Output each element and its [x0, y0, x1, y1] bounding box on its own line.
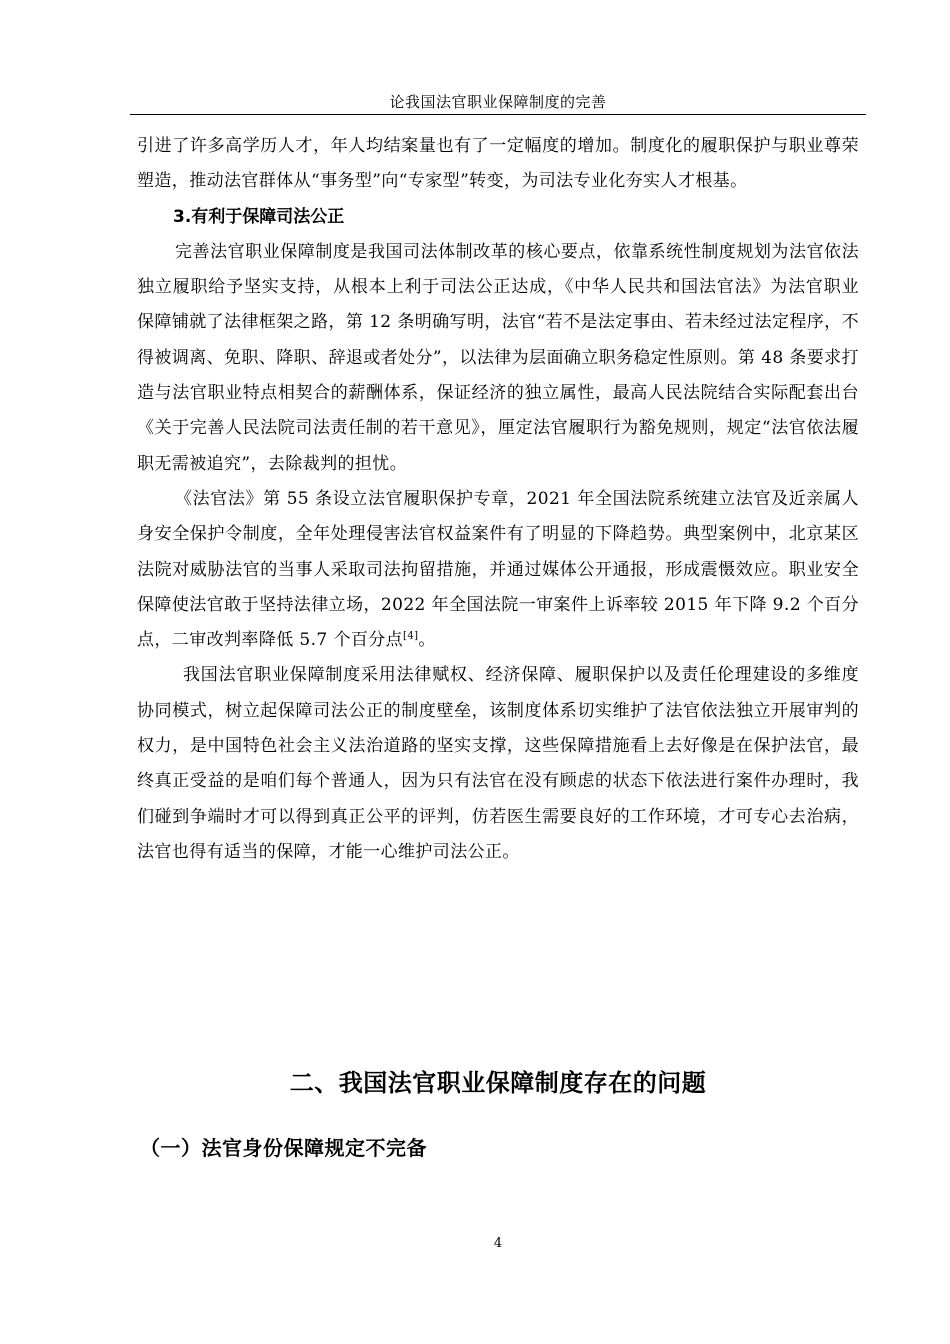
subheading-judicial-fairness: 3.有利于保障司法公正: [173, 206, 345, 227]
subsection-title: （一）法官身份保障规定不完备: [140, 1136, 427, 1160]
citation-marker[interactable]: [4]: [403, 630, 419, 642]
paragraph-conclusion: 我国法官职业保障制度采用法律赋权、经济保障、履职保护以及责任伦理建设的多维度协同模式，树立起保障司法公正的制度壁垒，该制度体系切实维护了法官依法独立开展审判的权力，是中国特色社会主义法治道路的坚实支撑，这些保障措施看上去好像是在保护法官，最终真正受益的是咱们每个普通人，因为只有法官在没有顾虑的状态下依法进行案件办理时，我们碰到争端时才可以得到真正公平的评判，仿若医生需要良好的工作环境，才可专心去治病，法官也得有适当的保障，才能一心维护司法公正。: [137, 665, 859, 862]
paragraph-talent: 引进了许多高学历人才，年人均结案量也有了一定幅度的增加。制度化的履职保护与职业尊荣塑造，推动法官群体从“事务型”向“专家型”转变，为司法专业化夯实人才根基。: [137, 136, 859, 192]
paragraph-legal-framework: 完善法官职业保障制度是我国司法体制改革的核心要点，依靠系统性制度规划为法官依法独立履职给予坚实支持，从根本上利于司法公正达成，《中华人民共和国法官法》为法官职业保障铺就了法律框架之路，第 12 条明确写明，法官“若不是法定事由、若未经过法定程序，不得被调离、免职、降职、辞退或者处分”，以法律为层面确立职务稳定性原则。第 48 条要求打造与法官职业特点相契合的薪酬体系，保证经济的独立属性，最高人民法院结合实际配套出台《关于完善人民法院司法责任制的若干意见》，厘定法官履职行为豁免规则，规定“法官依法履职无需被追究”，去除裁判的担忧。: [137, 241, 859, 474]
header-divider: [130, 114, 866, 115]
paragraph-end-mark: 。: [418, 630, 436, 651]
body-text: [137, 129, 859, 870]
running-header-title: 论我国法官职业保障制度的完善: [389, 93, 607, 111]
page-number: 4: [493, 1236, 503, 1251]
paragraph-protection-text: 《法官法》第 55 条设立法官履职保护专章，2021 年全国法院系统建立法官及近亲属人身安全保护令制度，全年处理侵害法官权益案件有了明显的下降趋势。典型案例中，北京某区法院对威胁法官的当事人采取司法拘留措施，并通过媒体公开通报，形成震慑效应。职业安全保障使法官敢于坚持法律立场，2022 年全国法院一审案件上诉率较 2015 年下降 9.2 个百分点，二审改判率降低 5.7 个百分点: [137, 488, 859, 651]
paragraph-protection-chapter: [137, 482, 859, 658]
section-title: 二、我国法官职业保障制度存在的问题: [289, 1069, 707, 1097]
